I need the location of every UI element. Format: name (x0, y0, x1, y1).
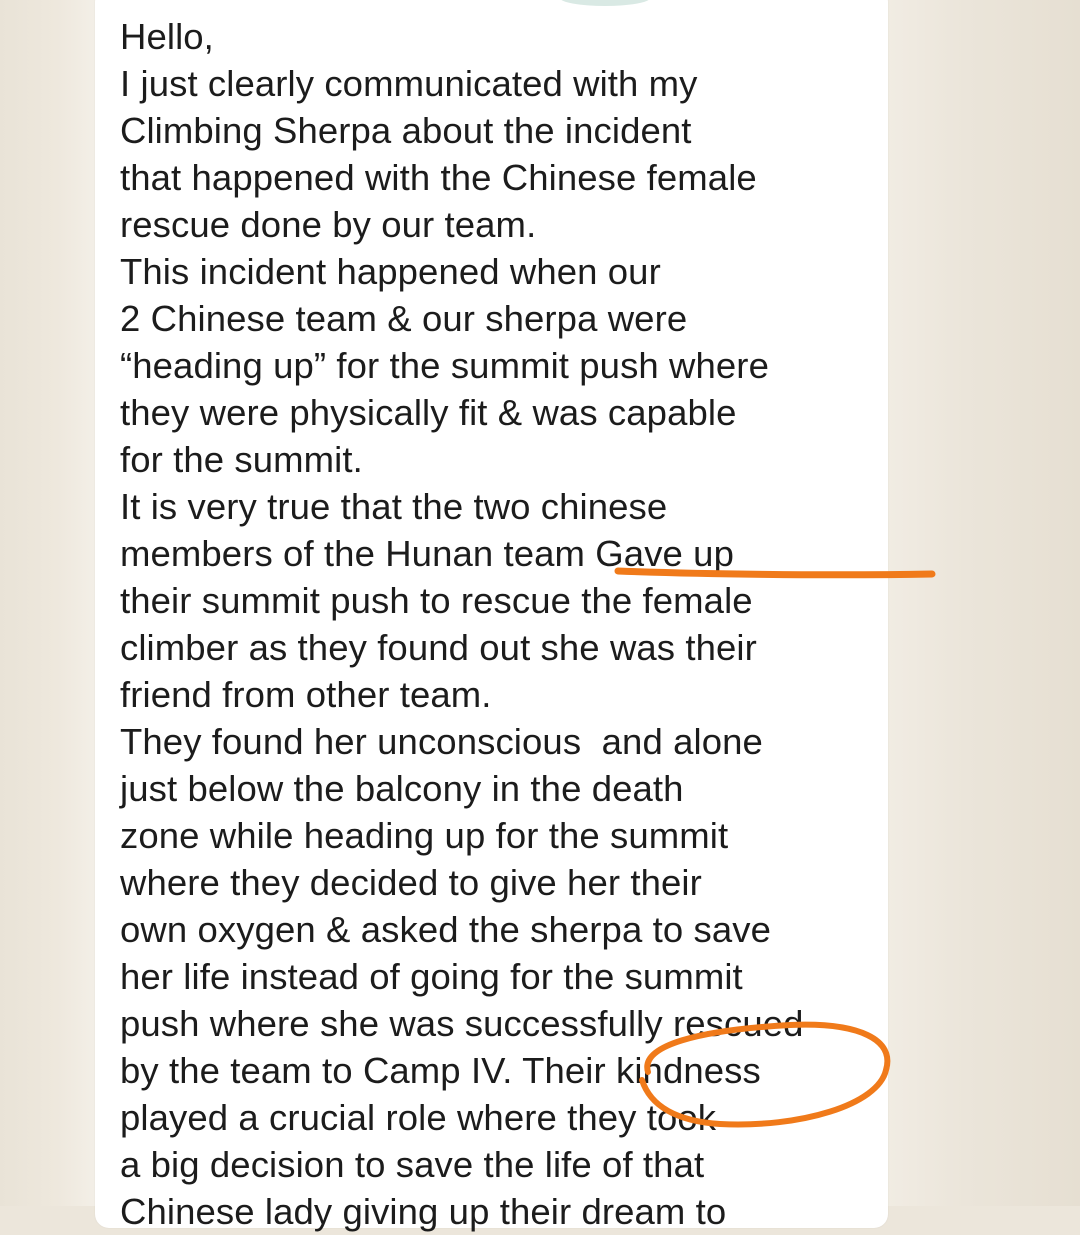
message-line: that happened with the Chinese female (120, 157, 757, 198)
message-text (120, 13, 900, 1235)
message-line: own oxygen & asked the sherpa to save (120, 909, 771, 950)
message-line: they were physically fit & was capable (120, 392, 737, 433)
chat-background-left (0, 0, 95, 1206)
chat-background-right (888, 0, 1080, 1206)
message-line: It is very true that the two chinese (120, 486, 668, 527)
message-line: zone while heading up for the summit (120, 815, 729, 856)
message-line: members of the Hunan team Gave up (120, 533, 734, 574)
message-line: a big decision to save the life of that (120, 1144, 705, 1185)
message-line: I just clearly communicated with my (120, 63, 698, 104)
message-line: “heading up” for the summit push where (120, 345, 769, 386)
message-line: her life instead of going for the summit (120, 956, 743, 997)
message-line: 2 Chinese team & our sherpa were (120, 298, 688, 339)
message-line: rescue done by our team. (120, 204, 537, 245)
message-line: just below the balcony in the death (120, 768, 684, 809)
message-line: played a crucial role where they took (120, 1097, 717, 1138)
message-line: Climbing Sherpa about the incident (120, 110, 692, 151)
message-line: This incident happened when our (120, 251, 661, 292)
message-line: push where she was successfully rescued (120, 1003, 804, 1044)
message-line: friend from other team. (120, 674, 492, 715)
message-line: by the team to Camp IV. Their kindness (120, 1050, 761, 1091)
message-line: where they decided to give her their (120, 862, 702, 903)
message-line: for the summit. (120, 439, 363, 480)
message-line: climber as they found out she was their (120, 627, 757, 668)
message-line: Hello, (120, 16, 214, 57)
message-line: They found her unconscious and alone (120, 721, 763, 762)
message-line: Chinese lady giving up their dream to (120, 1191, 727, 1232)
message-line: their summit push to rescue the female (120, 580, 753, 621)
